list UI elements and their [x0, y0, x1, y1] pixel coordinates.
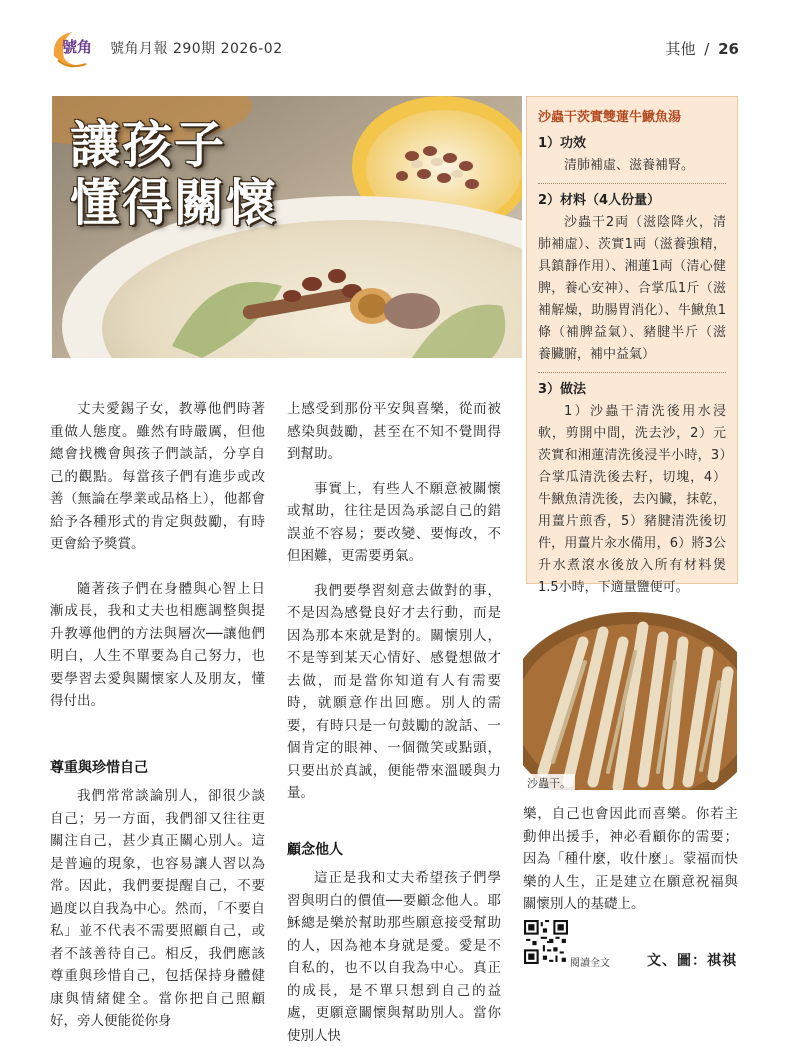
article-title	[70, 116, 278, 232]
paragraph: 這正是我和丈夫希望孩子們學習與明白的價值──要顧念他人。耶穌總是樂於幫助那些願意接受幫助的人，因為祂本身就是愛。愛是不自私的，也不以自我為中心。真正的成長，是不單只想到自己的益處，更願意關懷與幫助別人。當你使別人快	[287, 870, 501, 1044]
recipe-method: 1）沙蟲干清洗後用水浸軟，剪開中間，洗去沙，2）元茨實和湘蓮清洗後浸半小時，3）合掌瓜清洗後去籽，切塊，4）牛鰍魚清洗後，去內臟，抹乾，用薑片煎香，5）豬腱清洗後切件，用薑片汆水備用，6）將3公升水煮滾水後放入所有材料煲1.5小時，下適量鹽便可。	[538, 404, 726, 595]
dotted-divider	[538, 372, 726, 373]
section-page	[665, 38, 739, 59]
title-line-1: 讓孩子	[70, 116, 226, 174]
dotted-divider	[538, 183, 726, 184]
recipe-heading-ingredients: 2）材料（4人份量）	[538, 193, 661, 208]
publication-info: 號角月報 290期 2026-02	[110, 41, 283, 57]
recipe-box	[526, 96, 738, 595]
recipe-title: 沙蟲干茨實雙蓮牛鰍魚湯	[538, 110, 682, 125]
page-number: 26	[718, 40, 739, 58]
sand-worm-photo	[523, 612, 737, 790]
article-column-2	[287, 398, 501, 1047]
section-heading: 顧念他人	[287, 841, 343, 858]
recipe-heading-effect: 1）功效	[538, 136, 587, 151]
paragraph: 丈夫愛錫子女，教導他們時著重做人態度。雖然有時嚴厲，但他總會找機會與孩子們談話，分享自己的觀點。每當孩子們有進步或改善（無論在學業或品格上），他都會給予各種形式的肯定與鼓勵，有時更會給予獎賞。	[50, 401, 265, 552]
paragraph: 我們常常談論別人，卻很少談自己；另一方面，我們卻又往往更關注自己，甚少真正關心別人。這是普遍的現象，也容易讓人習以為常。因此，我們要提醒自己，不要過度以自我為中心。然而，「不要自私」並不代表不需要照顧自己，或者不該善待自己。相反，我們應該尊重與珍惜自己，包括保持身體健康與情緒健全。當你把自己照顧好，旁人便能從你身	[50, 788, 265, 1029]
recipe-effect: 清肺補虛、滋養補腎。	[564, 158, 695, 173]
recipe-ingredients: 沙蟲干2両（滋陰降火，清肺補虛）、茨實1両（滋養強精，具鎮靜作用）、湘蓮1両（清心健脾，養心安神）、合掌瓜1斤（滋補解燥，助腸胃消化）、牛鰍魚1條（補脾益氣）、豬腱半斤（滋養臟腑，補中益氣）	[538, 215, 726, 362]
section-name: 其他	[665, 40, 696, 58]
author-credit: 文、圖：祺祺	[647, 953, 737, 969]
paragraph: 事實上，有些人不願意被關懷或幫助，往往是因為承認自己的錯誤並不容易；要改變、要悔改，不但困難，更需要勇氣。	[287, 480, 501, 564]
publication-logo[interactable]	[48, 26, 96, 70]
section-heading: 尊重與珍惜自己	[50, 759, 148, 776]
recipe-heading-method: 3）做法	[538, 382, 587, 397]
paragraph: 樂，自己也會因此而喜樂。你若主動伸出援手，神必看顧你的需要；因為「種什麼，收什麼」。蒙福而快樂的人生，正是建立在願意祝福與關懷別人的基礎上。	[523, 806, 738, 912]
paragraph: 隨著孩子們在身體與心智上日漸成長，我和丈夫也相應調整與提升教導他們的方法與層次──讓他們明白，人生不單要為自己努力，也要學習去愛與關懷家人及朋友，懂得付出。	[50, 580, 265, 709]
article-column-3	[523, 803, 738, 916]
title-line-2: 懂得關懷	[70, 174, 278, 232]
qr-code[interactable]	[524, 920, 568, 964]
paragraph: 上感受到那份平安與喜樂，從而被感染與鼓勵，甚至在不知不覺間得到幫助。	[287, 401, 501, 462]
paragraph: 我們要學習刻意去做對的事，不是因為感覺良好才去行動，而是因為那本來就是對的。關懷別人，不是等到某天心情好、感覺想做才去做，而是當你知道有人有需要時，就願意作出回應。別人的需要，有時只是一句鼓勵的說話、一個肯定的眼神、一個微笑或點頭，只要出於真誠，便能帶來溫暖與力量。	[287, 582, 501, 801]
article-column-1	[50, 398, 265, 1033]
logo-text: 號角	[62, 38, 93, 56]
section-separator: /	[704, 40, 710, 58]
photo-caption: 沙蟲干。	[523, 774, 575, 792]
qr-label: 閱讀全文	[570, 958, 610, 969]
